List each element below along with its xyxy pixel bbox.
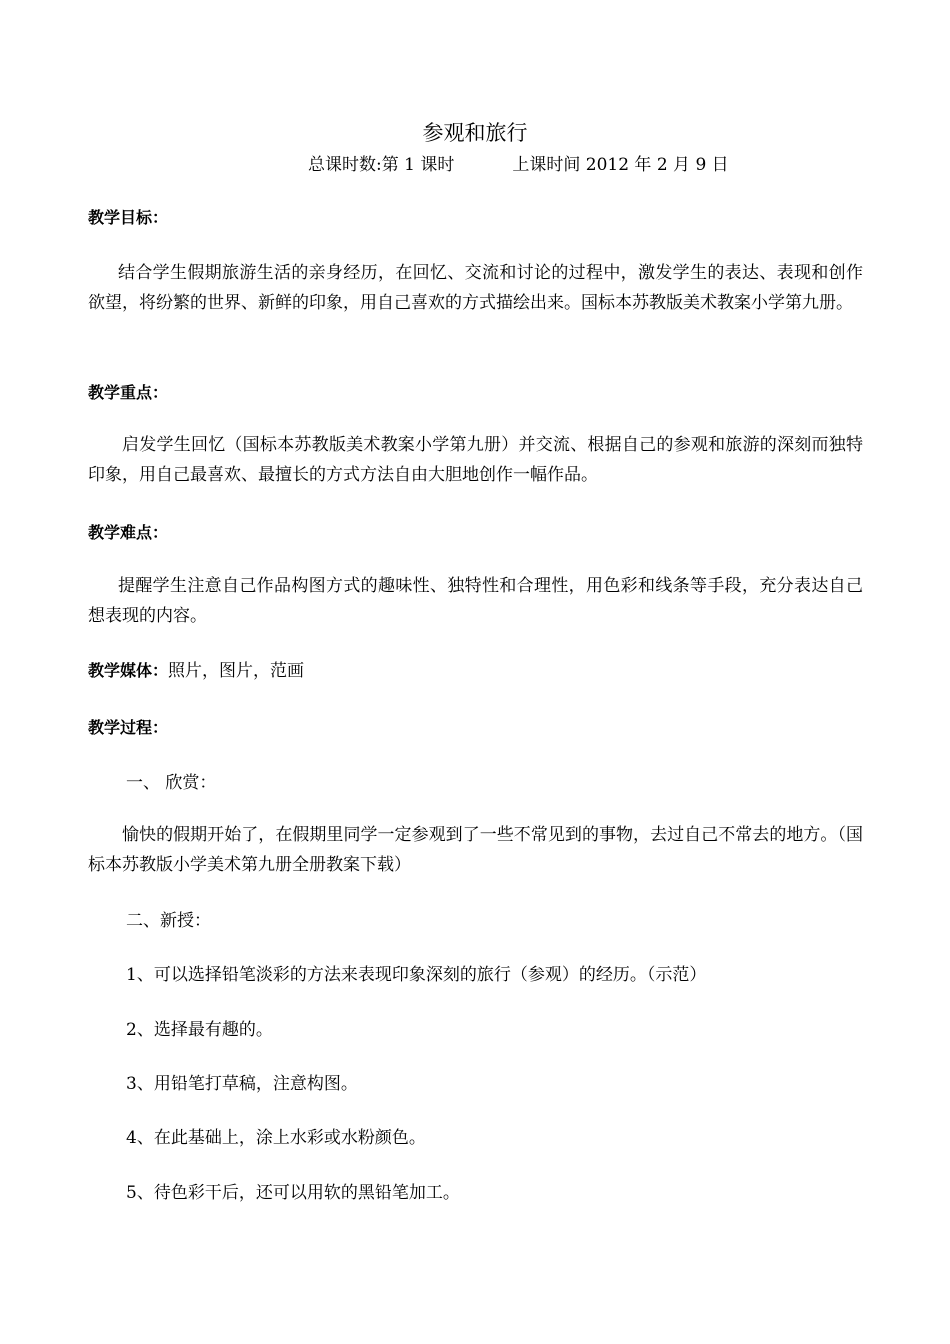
lesson-date: 上课时间 2012 年 2 月 9 日 <box>512 155 729 175</box>
step2-title: 二、新授： <box>126 911 211 931</box>
difficulties-text: 提醒学生注意自己作品构图方式的趣味性、独特性和合理性，用色彩和线条等手段，充分表达自己想表现的内容。 <box>88 576 863 626</box>
difficulties-heading: 教学难点： <box>88 523 169 542</box>
list-item: 5、待色彩干后，还可以用软的黑铅笔加工。 <box>126 1183 460 1203</box>
objective-heading: 教学目标： <box>88 208 169 227</box>
media-text: 照片，图片，范画 <box>168 661 305 681</box>
list-item: 3、用铅笔打草稿，注意构图。 <box>126 1074 358 1094</box>
media-heading: 教学媒体： <box>88 661 169 680</box>
media-line <box>88 658 304 684</box>
process-heading: 教学过程： <box>88 718 169 737</box>
list-item: 1、可以选择铅笔淡彩的方法来表现印象深刻的旅行（参观）的经历。（示范） <box>126 965 707 985</box>
list-item: 4、在此基础上，涂上水彩或水粉颜色。 <box>126 1128 426 1148</box>
objective-text: 结合学生假期旅游生活的亲身经历，在回忆、交流和讨论的过程中，激发学生的表达、表现和创作欲望，将纷繁的世界、新鲜的印象，用自己喜欢的方式描绘出来。国标本苏教版美术教案小学第九册。 <box>88 263 863 313</box>
step1-text: 愉快的假期开始了，在假期里同学一定参观到了一些不常见到的事物，去过自己不常去的地方。（国标本苏教版小学美术第九册全册教案下载） <box>88 825 863 875</box>
lesson-info <box>308 152 729 178</box>
list-item: 2、选择最有趣的。 <box>126 1020 273 1040</box>
step1-title: 一、 欣赏： <box>126 773 217 793</box>
key-points-heading: 教学重点： <box>88 383 169 402</box>
page-title: 参观和旅行 <box>422 121 528 145</box>
lesson-count: 总课时数:第 1 课时 <box>308 155 455 175</box>
key-points-text: 启发学生回忆（国标本苏教版美术教案小学第九册）并交流、根据自己的参观和旅游的深刻而独特印象，用自己最喜欢、最擅长的方式方法自由大胆地创作一幅作品。 <box>88 435 863 485</box>
